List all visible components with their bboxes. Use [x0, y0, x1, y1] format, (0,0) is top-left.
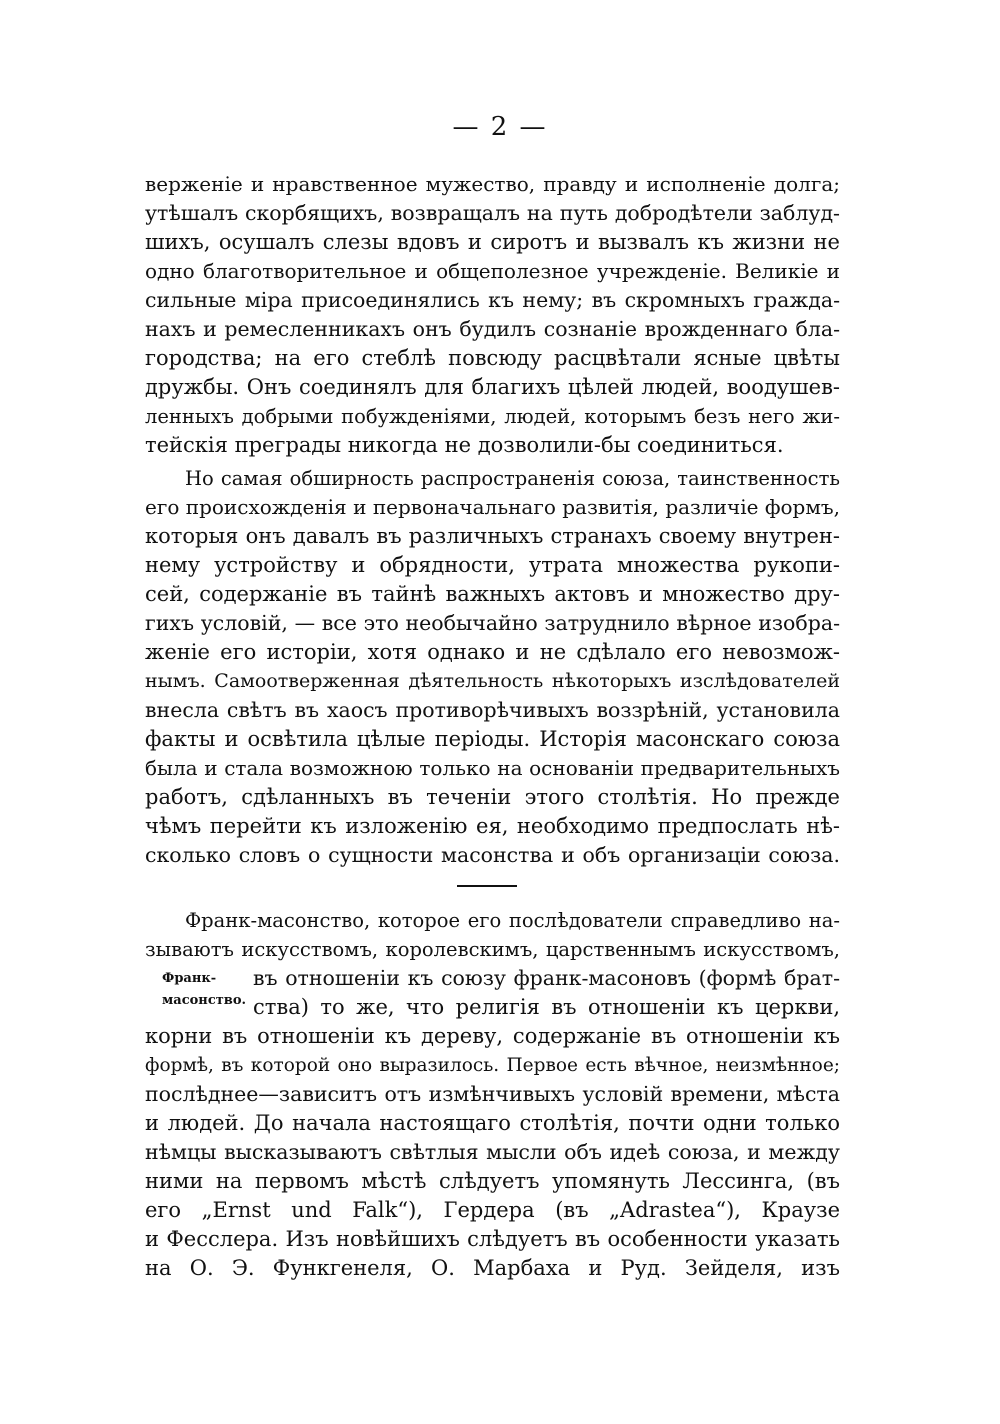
paragraph-1 [145, 170, 840, 460]
text-line: Франк-масонство, которое его послѣдователи справедливо на- [185, 909, 840, 932]
text-line: гихъ условій, — все это необычайно затруднило вѣрное изобра- [145, 611, 840, 635]
text-line: сколько словъ о сущности масонства и объ организаціи союза. [145, 843, 840, 867]
text-line: шихъ, осушалъ слезы вдовъ и сиротъ и вызвалъ къ жизни не [145, 230, 840, 254]
text-line: внесла свѣтъ въ хаосъ противорѣчивыхъ воззрѣній, установила [145, 698, 840, 722]
text-line: ства) то же, что религія въ отношеніи къ церкви, [253, 995, 840, 1019]
text-line: его происхожденія и первоначальнаго развитія, различіе формъ, [145, 495, 840, 519]
margin-note-line: масонство. [162, 993, 247, 1008]
text-line: зываютъ искусствомъ, королевскимъ, царственнымъ искусствомъ, [145, 938, 840, 961]
text-line: послѣднее—зависитъ отъ измѣнчивыхъ условій времени, мѣста [145, 1082, 840, 1106]
text-line: была и стала возможною только на основаніи предварительныхъ [145, 756, 840, 780]
text-line: городства; на его стеблѣ повсюду расцвѣтали ясные цвѣты [145, 346, 840, 370]
text-line: и людей. До начала настоящаго столѣтія, почти одни только [145, 1111, 840, 1135]
text-line: дружбы. Онъ соединялъ для благихъ цѣлей людей, воодушев- [145, 375, 840, 399]
text-line: факты и освѣтила цѣлые періоды. Исторія масонскаго союза [145, 727, 840, 751]
text-line: верженіе и нравственное мужество, правду и исполненіе долга; [145, 172, 840, 196]
text-line: которыя онъ давалъ въ различныхъ странахъ своему внутрен- [145, 524, 840, 548]
text-line: сильные міра присоединялись къ нему; въ скромныхъ гражда- [145, 288, 840, 312]
text-line: нымъ. Самоотверженная дѣятельность нѣкоторыхъ изслѣдователей [145, 670, 840, 692]
text-line: сей, содержаніе въ тайнѣ важныхъ актовъ и множество дру- [145, 582, 840, 606]
margin-note [162, 968, 246, 1012]
paragraph-3-narrow [253, 964, 840, 1022]
text-line: женіе его исторіи, хотя однако и не сдѣлало его невозмож- [145, 640, 840, 664]
section-divider [457, 885, 517, 887]
paragraph-3-top [145, 906, 840, 964]
text-line: въ отношеніи къ союзу франк-масоновъ (формѣ брат- [253, 966, 840, 990]
text-line: корни въ отношеніи къ дереву, содержаніе въ отношеніи къ [145, 1024, 840, 1048]
text-line: нахъ и ремесленникахъ онъ будилъ сознаніе врожденнаго бла- [145, 317, 840, 341]
text-line: его „Ernst und Falk“), Гердера (въ „Adrastea“), Краузе [145, 1198, 840, 1222]
paragraph-2 [145, 464, 840, 870]
text-line: нему устройству и обрядности, утрата множества рукопи- [145, 553, 840, 577]
text-line: чѣмъ перейти къ изложенію ея, необходимо предпослать нѣ- [145, 814, 840, 838]
text-line: на О. Э. Функгенеля, О. Марбаха и Руд. Зейделя, изъ [145, 1256, 840, 1280]
text-line: одно благотворительное и общеполезное учрежденіе. Великіе и [145, 259, 840, 283]
text-line: тейскія преграды никогда не дозволили-бы соединиться. [145, 433, 784, 457]
text-line: работъ, сдѣланныхъ въ теченіи этого столѣтія. Но прежде [145, 785, 840, 809]
text-line: формѣ, въ которой оно выразилось. Первое есть вѣчное, неизмѣнное; [145, 1055, 840, 1076]
text-line: и Фесслера. Изъ новѣйшихъ слѣдуетъ въ особенности указать [145, 1227, 840, 1251]
text-line: утѣшалъ скорбящихъ, возвращалъ на путь добродѣтели заблуд- [145, 201, 840, 225]
text-line: Но самая обширность распространенія союза, таинственность [185, 467, 840, 490]
text-line: ленныхъ добрыми побужденіями, людей, которымъ безъ него жи- [145, 405, 840, 428]
text-line: ними на первомъ мѣстѣ слѣдуетъ упомянуть Лессинга, (въ [145, 1169, 840, 1193]
page-number: — 2 — [452, 112, 548, 142]
text-line: нѣмцы высказываютъ свѣтлыя мысли объ идеѣ союза, и между [145, 1140, 840, 1164]
paragraph-3-rest [145, 1022, 840, 1283]
margin-note-line: Франк- [162, 971, 217, 986]
